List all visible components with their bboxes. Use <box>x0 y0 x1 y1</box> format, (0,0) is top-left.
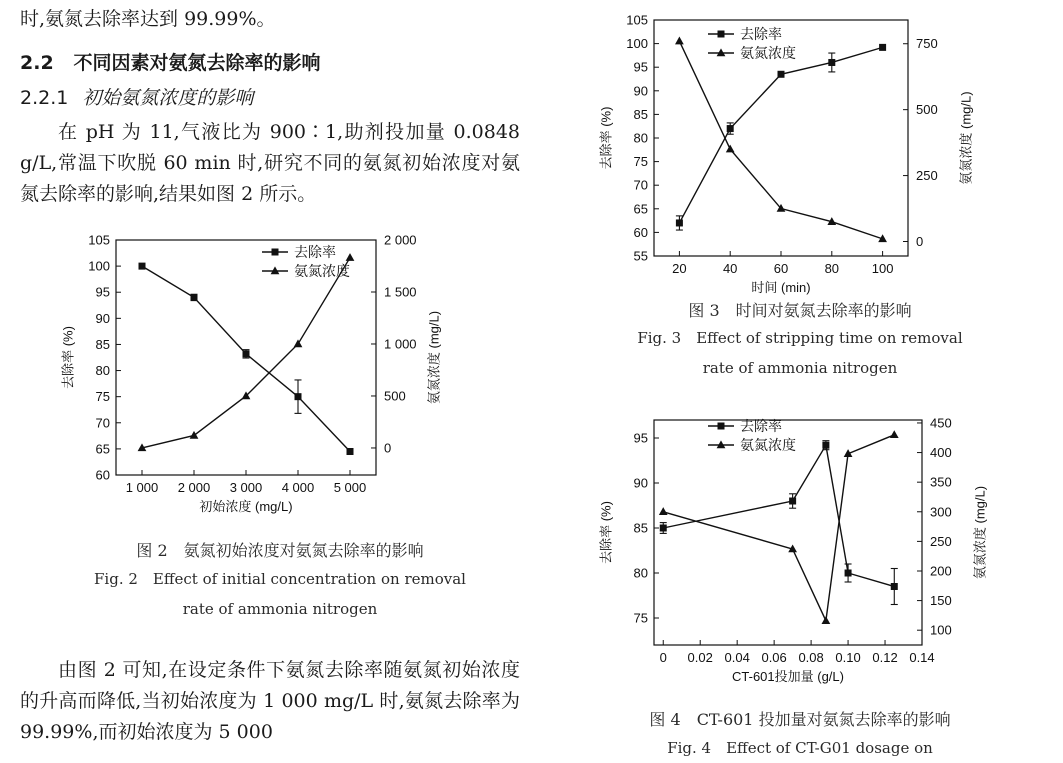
y-tick-label: 75 <box>633 154 648 170</box>
y2-tick-label: 250 <box>916 168 938 184</box>
data-point-square <box>243 350 250 357</box>
figure-2-chart <box>50 228 490 528</box>
figure-3-chart <box>588 8 1018 303</box>
figure-2-caption-en-line2: rate of ammonia nitrogen <box>182 600 378 618</box>
x-tick-label: 100 <box>871 261 894 276</box>
y2-tick-label: 350 <box>930 474 952 490</box>
subsection-title: 初始氨氮浓度的影响 <box>82 87 254 109</box>
y-tick-label: 65 <box>633 201 648 217</box>
legend-label: 去除率 <box>740 26 782 42</box>
x-tick-label: 0.02 <box>687 650 713 665</box>
x-tick-label: 2 000 <box>177 480 211 495</box>
section-number: 2.2 <box>20 52 54 74</box>
legend-marker-square <box>272 249 279 256</box>
y-tick-label: 100 <box>88 258 110 274</box>
y2-tick-label: 100 <box>930 622 952 638</box>
legend-label: 氨氮浓度 <box>740 437 796 453</box>
data-point-triangle <box>890 430 899 438</box>
y-tick-label: 80 <box>633 565 648 581</box>
y2-tick-label: 0 <box>384 440 392 456</box>
y2-tick-label: 150 <box>930 593 952 609</box>
y-tick-label: 105 <box>626 12 648 28</box>
data-point-triangle <box>726 145 735 153</box>
y-tick-label: 95 <box>633 59 648 75</box>
series-line-1 <box>663 445 894 586</box>
data-point-triangle <box>346 253 355 261</box>
y-tick-label: 80 <box>95 363 110 379</box>
figure-4-caption-cn: 图 4 CT-601 投加量对氨氮去除率的影响 <box>649 710 951 729</box>
data-point-triangle <box>675 36 684 44</box>
figure-2-caption-en-line1: Fig. 2 Effect of initial concentration on removal <box>94 570 466 588</box>
figure-3-caption-en-line2: rate of ammonia nitrogen <box>702 359 898 377</box>
data-point-triangle <box>190 431 199 439</box>
x-tick-label: 80 <box>824 261 840 276</box>
data-point-square <box>727 125 734 132</box>
plot-frame <box>654 420 922 645</box>
y2-tick-label: 2 000 <box>384 232 417 248</box>
data-point-square <box>879 44 886 51</box>
y-tick-label: 65 <box>95 441 110 457</box>
y2-tick-label: 500 <box>916 102 938 118</box>
y-tick-label: 95 <box>633 430 648 446</box>
y2-tick-label: 1 500 <box>384 284 417 300</box>
y-tick-label: 95 <box>95 284 110 300</box>
paragraph-2: 由图 2 可知,在设定条件下氨氮去除率随氨氮初始浓度的升高而降低,当初始浓度为 1 000 mg/L 时,氨氮去除率为 99.99%,而初始浓度为 5 000 <box>20 659 520 743</box>
y-tick-label: 105 <box>88 232 110 248</box>
legend-marker-square <box>718 423 725 430</box>
y-tick-label: 70 <box>633 177 648 193</box>
x-tick-label: 0.06 <box>761 650 787 665</box>
figure-3-caption-cn: 图 3 时间对氨氮去除率的影响 <box>688 301 912 320</box>
legend-label: 氨氮浓度 <box>740 45 796 61</box>
section-heading <box>20 48 321 78</box>
subsection-heading <box>20 83 253 113</box>
x-tick-label: 0 <box>659 650 667 665</box>
y-tick-label: 85 <box>633 520 648 536</box>
data-point-square <box>347 448 354 455</box>
y-tick-label: 60 <box>95 467 110 483</box>
y-axis-title: 去除率 (%) <box>60 326 76 389</box>
y2-axis-title: 氨氮浓度 (mg/L) <box>426 310 442 405</box>
text-line-top: 时,氨氮去除率达到 99.99%。 <box>20 8 276 30</box>
y-axis-title: 去除率 (%) <box>598 106 614 170</box>
y2-tick-label: 500 <box>384 388 406 404</box>
y-tick-label: 80 <box>633 130 648 146</box>
x-tick-label: 4 000 <box>281 480 315 495</box>
data-point-triangle <box>659 507 668 515</box>
x-tick-label: 0.08 <box>798 650 824 665</box>
data-point-square <box>139 263 146 270</box>
y-tick-label: 70 <box>95 415 110 431</box>
data-point-square <box>789 498 796 505</box>
x-tick-label: 1 000 <box>125 480 159 495</box>
x-tick-label: 0.12 <box>872 650 898 665</box>
data-point-square <box>845 570 852 577</box>
y2-tick-label: 250 <box>930 533 952 549</box>
legend-label: 去除率 <box>740 418 782 434</box>
figure-2-caption-cn: 图 2 氨氮初始浓度对氨氮去除率的影响 <box>136 541 424 560</box>
figure-4-caption-en-line1: Fig. 4 Effect of CT-G01 dosage on <box>667 739 933 757</box>
data-point-square <box>828 59 835 66</box>
x-tick-label: 0.14 <box>909 650 935 665</box>
series-line-2 <box>663 435 894 621</box>
x-tick-label: 60 <box>773 261 789 276</box>
y-axis-title: 去除率 (%) <box>598 501 614 564</box>
x-tick-label: 0.04 <box>724 650 750 665</box>
y-tick-label: 90 <box>633 83 648 99</box>
data-point-square <box>676 219 683 226</box>
data-point-square <box>778 71 785 78</box>
series-line-1 <box>142 266 350 451</box>
y-tick-label: 55 <box>633 248 648 264</box>
x-axis-title: 时间 (min) <box>751 280 811 295</box>
data-point-triangle <box>822 616 831 624</box>
y-tick-label: 75 <box>95 389 110 405</box>
data-point-square <box>660 525 667 532</box>
subsection-number: 2.2.1 <box>20 87 69 109</box>
legend-label: 去除率 <box>294 244 336 260</box>
legend-label: 氨氮浓度 <box>294 263 350 279</box>
figure-4-chart <box>588 408 1018 698</box>
x-axis-title: 初始浓度 (mg/L) <box>199 499 293 514</box>
data-point-square <box>822 442 829 449</box>
legend-marker-square <box>718 31 725 38</box>
figure-3-caption-en-line1: Fig. 3 Effect of stripping time on removal <box>637 329 963 347</box>
y2-tick-label: 400 <box>930 445 952 461</box>
y-tick-label: 60 <box>633 224 648 240</box>
y2-tick-label: 300 <box>930 504 952 520</box>
x-tick-label: 5 000 <box>333 480 367 495</box>
y2-axis-title: 氨氮浓度 (mg/L) <box>958 91 974 185</box>
y-tick-label: 90 <box>633 475 648 491</box>
data-point-square <box>295 393 302 400</box>
data-point-square <box>191 294 198 301</box>
x-tick-label: 3 000 <box>229 480 263 495</box>
y-tick-label: 75 <box>633 610 648 626</box>
y-tick-label: 100 <box>626 36 648 52</box>
paragraph-1: 在 pH 为 11,气液比为 900∶1,助剂投加量 0.0848 g/L,常温下吹脱 60 min 时,研究不同的氨氮初始浓度对氨氮去除率的影响,结果如图 2 所示。 <box>20 121 520 205</box>
y-tick-label: 90 <box>95 310 110 326</box>
y-tick-label: 85 <box>95 336 110 352</box>
x-tick-label: 40 <box>722 261 738 276</box>
y-tick-label: 85 <box>633 106 648 122</box>
data-point-triangle <box>294 339 303 347</box>
y2-tick-label: 1 000 <box>384 336 417 352</box>
data-point-square <box>891 583 898 590</box>
x-tick-label: 0.10 <box>835 650 861 665</box>
y2-tick-label: 750 <box>916 36 938 52</box>
y2-tick-label: 200 <box>930 563 952 579</box>
x-axis-title: CT-601投加量 (g/L) <box>732 669 844 684</box>
section-title: 不同因素对氨氮去除率的影响 <box>73 52 321 74</box>
y2-axis-title: 氨氮浓度 (mg/L) <box>972 485 988 580</box>
y2-tick-label: 450 <box>930 415 952 431</box>
x-tick-label: 20 <box>672 261 687 276</box>
y2-tick-label: 0 <box>916 233 924 249</box>
